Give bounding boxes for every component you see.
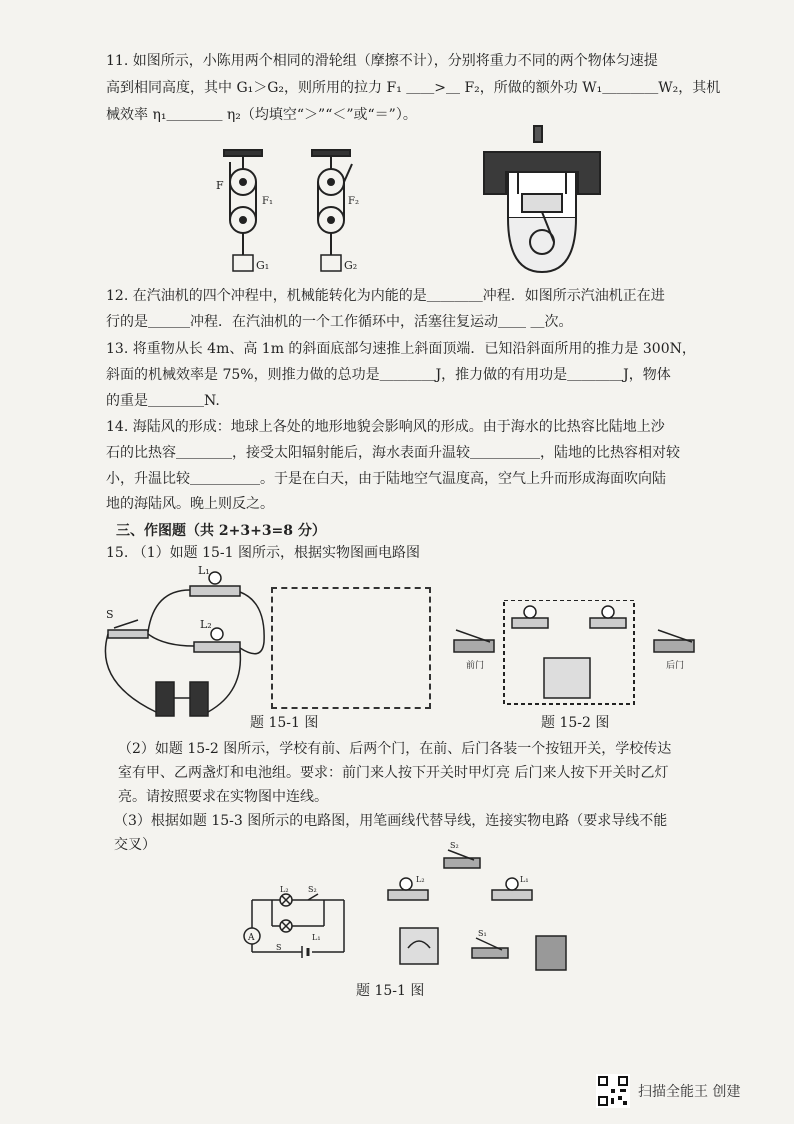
q15-part2-line-2: 室有甲、乙两盏灯和电池组。要求：前门来人按下开关时甲灯亮 后门来人按下开关时乙灯 (118, 765, 669, 781)
q15-part3-line-1: （3）根据如题 15-3 图所示的电路图，用笔画线代替导线，连接实物电路（要求导线不能 (114, 813, 668, 829)
q15-part2-line-1: （2）如题 15-2 图所示，学校有前、后两个门，在前、后门各装一个按钮开关，学校传达 (118, 741, 672, 757)
fig15-2-school-gates (444, 600, 724, 706)
label-s2-diagram: S₂ (308, 885, 317, 894)
label-s1-real: S₁ (478, 929, 487, 938)
section-heading: 三、作图题（共 2+3+3=8 分） (116, 523, 326, 539)
label-s2-real: S₂ (450, 841, 459, 850)
label-l2: L₂ (200, 618, 212, 631)
q13-line-3: 的重是＿＿＿＿N. (106, 393, 220, 409)
q14-line-3: 小，升温比较＿＿＿＿＿。于是在白天，由于陆地空气温度高，空气上升而形成海面吹向陆 (106, 471, 666, 487)
label-f2: F₂ (348, 196, 359, 207)
fig15-3-circuit-diagram (232, 880, 352, 960)
label-g1: G₁ (256, 259, 270, 272)
qr-code-icon (596, 1074, 630, 1108)
q14-line-2: 石的比热容＿＿＿＿，接受太阳辐射能后，海水表面升温较＿＿＿＿＿，陆地的比热容相对较 (106, 445, 680, 461)
q12-line-2: 行的是＿＿＿冲程．在汽油机的一个工作循环中，活塞往复运动＿＿ ＿次。 (106, 314, 573, 330)
q11-line-1: 11. 如图所示，小陈用两个相同的滑轮组（摩擦不计），分别将重力不同的两个物体匀速提 (106, 53, 658, 69)
q15-part1: 15. （1）如题 15-1 图所示，根据实物图画电路图 (106, 545, 420, 561)
caption-15-3: 题 15-1 图 (356, 983, 425, 999)
q14-line-4: 地的海陆风。晚上则反之。 (106, 496, 274, 512)
q13-line-1: 13. 将重物从长 4m、高 1m 的斜面底部匀速推上斜面顶端．已知沿斜面所用的推力是 300N， (106, 341, 696, 357)
label-back-gate: 后门 (666, 661, 685, 671)
footer-text: 扫描全能王 创建 (638, 1084, 741, 1100)
label-l1: L₁ (198, 564, 210, 577)
q11-line-3: 械效率 η₁＿＿＿＿ η₂（均填空“＞”“＜”或“＝”）。 (106, 107, 417, 123)
scanner-footer (596, 1073, 740, 1109)
caption-15-2: 题 15-2 图 (541, 715, 610, 731)
label-l1-diagram: L₁ (312, 933, 321, 942)
label-l2-real: L₂ (416, 875, 425, 884)
label-g2: G₂ (344, 259, 358, 272)
engine-figure (478, 124, 606, 276)
q15-part3-line-2: 交叉） (114, 837, 156, 853)
pulley-figure (210, 142, 370, 277)
label-f1: F₁ (262, 196, 273, 207)
answer-box[interactable] (271, 587, 431, 709)
label-l1-real: L₁ (520, 875, 529, 884)
caption-15-1: 题 15-1 图 (250, 715, 319, 731)
q12-line-1: 12. 在汽油机的四个冲程中，机械能转化为内能的是＿＿＿＿冲程．如图所示汽油机正在进 (106, 288, 665, 304)
label-s: S (106, 608, 114, 621)
q13-line-2: 斜面的机械效率是 75%，则推力做的总功是＿＿＿＿J，推力做的有用功是＿＿＿＿J，物体 (106, 367, 671, 383)
q15-part2-line-3: 亮。请按照要求在实物图中连线。 (118, 789, 328, 805)
q14-line-1: 14. 海陆风的形成：地球上各处的地形地貌会影响风的形成。由于海水的比热容比陆地上沙 (106, 419, 665, 435)
fig15-3-components (380, 838, 580, 978)
label-l2-diagram: L₂ (280, 885, 289, 894)
label-s-diagram: S (276, 943, 282, 952)
q11-line-2: 高到相同高度，其中 G₁＞G₂，则所用的拉力 F₁ ＿＿>＿ F₂，所做的额外功 W₁＿＿＿＿W₂，其机 (106, 80, 721, 96)
label-front-gate: 前门 (466, 661, 485, 671)
label-f: F (216, 179, 224, 192)
label-a: A (248, 933, 255, 943)
fig15-1-real-circuit (94, 562, 270, 722)
